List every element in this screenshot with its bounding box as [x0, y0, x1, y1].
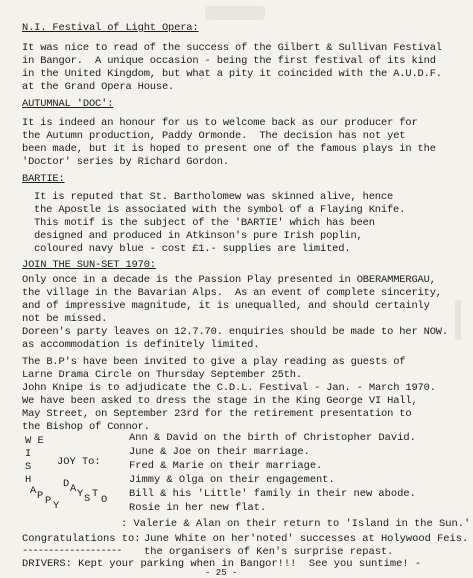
greeting-letter: Y — [77, 488, 84, 500]
greeting-letter: S — [25, 461, 32, 473]
greeting-letter: O — [101, 494, 108, 506]
greeting-letter: S — [84, 493, 91, 505]
bartie-line: coloured navy blue - cost £1.- supplies are limited. — [34, 243, 351, 255]
greeting-letter: A — [30, 485, 37, 497]
greeting-item: Ann & David on the birth of Christopher David. — [129, 432, 416, 444]
ink-smudge — [205, 6, 265, 20]
greeting-letter: Y — [53, 500, 60, 512]
greeting-letter: T — [92, 488, 99, 500]
autumnal-line: the Autumn production, Paddy Ormonde. The decision has not yet — [22, 130, 406, 142]
greeting-letter: A — [70, 483, 77, 495]
greeting-letter: H — [25, 474, 32, 486]
bartie-line: This motif is the subject of the 'BARTIE' which has been — [34, 217, 375, 229]
dashed-rule: ------------------- — [22, 545, 122, 557]
joy-to-label: JOY To: — [57, 456, 101, 468]
notice-line: Larne Drama Circle on Thursday September 25th. — [22, 369, 302, 381]
greeting-letter: D — [63, 478, 70, 490]
autumnal-line: It is indeed an honour for us to welcome back as our producer for — [22, 117, 418, 129]
festival-line: It was nice to read of the success of the Gilbert & Sullivan Festival — [22, 42, 442, 54]
congrats-prefix: Congratulations to: — [22, 533, 141, 545]
sunset-line: and of impressive magnitude, it is unequalled, and should certainly — [22, 300, 430, 312]
greeting-letter: W E — [25, 435, 44, 447]
notice-line: the Bishop of Connor. — [22, 421, 150, 433]
greeting-letter: P — [45, 495, 52, 507]
greeting-letter: I — [25, 448, 32, 460]
autumnal-heading: AUTUMNAL 'DOC': — [22, 98, 114, 110]
sunset-line: Only once in a decade is the Passion Play presented in OBERAMMERGAU, — [22, 274, 436, 286]
sunset-line: as accommodation is definitely limited. — [22, 339, 260, 351]
page-number: - 25 - — [205, 568, 238, 578]
festival-line: at the Grand Opera House. — [22, 81, 175, 93]
festival-line: in Bangor. A unique occasion - being the first festival of its kind — [22, 55, 436, 67]
ink-blot — [455, 300, 461, 340]
festival-heading: N.I. Festival of Light Opera: — [22, 22, 199, 34]
notice-line: We have been asked to dress the stage in the King George VI Hall, — [22, 395, 418, 407]
greeting-item: June & Joe on their marriage. — [129, 446, 310, 458]
greeting-item: : Valerie & Alan on their return to 'Island in the Sun.' — [121, 518, 471, 530]
notice-line: John Knipe is to adjudicate the C.D.L. Festival - Jan. - March 1970. — [22, 382, 436, 394]
notice-line: The B.P's have been invited to give a play reading as guests of — [22, 356, 406, 368]
sunset-line: Doreen's party leaves on 12.7.70. enquiries should be made to her NOW. — [22, 326, 448, 338]
bartie-line: the Apostle is associated with the symbol of a Flaying Knife. — [34, 204, 406, 216]
sunset-line: not be missed. — [22, 313, 108, 325]
bartie-line: It is reputed that St. Bartholomew was skinned alive, hence — [34, 191, 394, 203]
festival-line: in the United Kingdom, but what a pity it coincided with the A.U.D.F. — [22, 68, 442, 80]
sunset-heading: JOIN THE SUN-SET 1970: — [22, 259, 156, 271]
greeting-item: Fred & Marie on their marriage. — [129, 460, 323, 472]
greeting-item: Rosie in her new flat. — [129, 502, 267, 514]
greeting-item: Bill & his 'Little' family in their new abode. — [129, 488, 416, 500]
greeting-item: Jimmy & Olga on their engagement. — [129, 474, 335, 486]
autumnal-line: been made, but it is hoped to present one of the famous plays in the — [22, 143, 436, 155]
sunset-line: the village in the Bavarian Alps. As an event of complete sincerity, — [22, 287, 442, 299]
autumnal-line: 'Doctor' series by Richard Gordon. — [22, 156, 229, 168]
drivers-line: DRIVERS: Kept your parking when in Bangor!!! See you suntime! - — [22, 558, 422, 570]
congrats-line2: the organisers of Ken's surprise repast. — [144, 546, 394, 558]
bartie-heading: BARTIE: — [22, 173, 65, 185]
notice-line: May Street, on September 23rd for the retirement presentation to — [22, 408, 412, 420]
bartie-line: designed and produced in Atkinson's pure Irish poplin, — [34, 230, 363, 242]
greeting-letter: P — [37, 490, 44, 502]
congrats-text: June White on her'noted' successes at Holywood Feis. — [144, 533, 469, 545]
